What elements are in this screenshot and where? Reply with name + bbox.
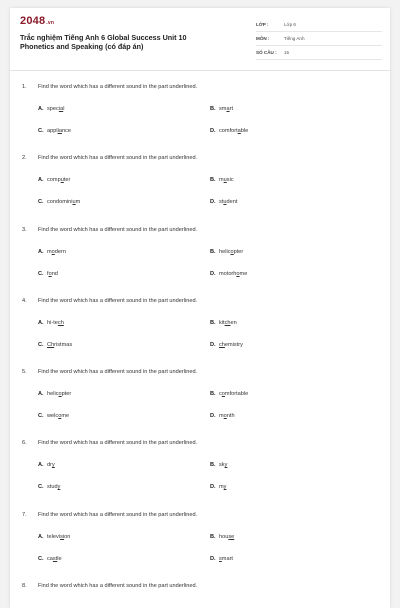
word-part: emistry — [224, 341, 243, 348]
answer-option[interactable] — [210, 249, 243, 255]
answer-option[interactable] — [38, 342, 72, 348]
document-header — [10, 8, 390, 71]
word-part: m — [75, 199, 81, 206]
option-letter: B. — [210, 319, 216, 326]
word-part: spec — [47, 106, 59, 112]
option-word — [47, 320, 64, 326]
answer-option[interactable] — [210, 177, 234, 183]
document-meta — [256, 18, 382, 60]
question-text: Find the word which has a different sound in the part underlined. — [38, 583, 198, 590]
word-part: welc — [47, 413, 59, 420]
option-word — [219, 556, 233, 562]
word-part: en — [230, 319, 237, 326]
question-prompt — [22, 84, 197, 90]
question-item — [10, 84, 390, 155]
answer-option[interactable] — [210, 106, 233, 112]
underlined-part: o — [223, 413, 227, 420]
answer-option[interactable] — [38, 462, 55, 468]
question-text: Find the word which has a different sound in the part underlined. — [38, 297, 198, 304]
logo-text: 2048 — [20, 15, 46, 27]
underlined-part: u — [223, 177, 227, 184]
word-part: pter — [61, 391, 72, 398]
underlined-part: y — [224, 462, 228, 469]
answer-option[interactable] — [38, 320, 64, 326]
option-word — [219, 342, 243, 348]
answer-option[interactable] — [210, 556, 233, 562]
answer-option[interactable] — [38, 271, 58, 277]
meta-label: MÔN : — [256, 36, 270, 41]
option-word — [219, 271, 247, 277]
question-item — [10, 440, 390, 511]
meta-label: LỚP : — [256, 22, 269, 27]
question-prompt — [22, 440, 197, 446]
option-word — [47, 556, 62, 562]
word-part: ca — [47, 555, 53, 562]
word-part: comp — [47, 177, 61, 184]
option-word — [47, 413, 69, 419]
answer-option[interactable] — [38, 249, 66, 255]
answer-option[interactable] — [210, 342, 243, 348]
option-word — [47, 271, 58, 277]
option-word — [47, 249, 66, 255]
answer-option[interactable] — [210, 320, 237, 326]
word-part: m — [219, 413, 224, 420]
underlined-part: o — [48, 270, 52, 277]
underlined-part: a — [237, 128, 241, 134]
option-word — [47, 106, 64, 112]
question-number: 5. — [22, 369, 27, 376]
option-word — [219, 199, 237, 205]
word-part: appl — [47, 128, 58, 134]
underlined-part: u — [72, 199, 76, 206]
underlined-part: u — [60, 177, 64, 184]
option-letter: D. — [210, 484, 216, 491]
word-part: le — [57, 555, 62, 562]
option-word — [47, 462, 55, 468]
word-part: sk — [219, 462, 225, 469]
meta-row-class — [256, 18, 382, 32]
option-word — [219, 320, 237, 326]
answer-option[interactable] — [38, 534, 70, 540]
word-part: mfortable — [224, 391, 249, 398]
word-part: sic — [226, 177, 234, 184]
question-list — [10, 84, 390, 608]
option-letter: C. — [38, 555, 44, 562]
answer-option[interactable] — [210, 534, 234, 540]
question-text: Find the word which has a different sound in the part underlined. — [38, 511, 198, 518]
answer-option[interactable] — [38, 413, 69, 419]
option-letter: A. — [38, 391, 44, 398]
underlined-part: Ch — [47, 341, 55, 348]
option-word — [219, 413, 235, 419]
question-number: 4. — [22, 297, 27, 304]
question-number: 6. — [22, 440, 27, 447]
answer-option[interactable] — [38, 128, 71, 134]
word-part: motorh — [219, 270, 237, 277]
answer-option[interactable] — [210, 199, 237, 205]
option-word — [219, 484, 226, 490]
underlined-part: o — [58, 391, 62, 398]
word-part: televi — [47, 533, 61, 540]
option-letter: A. — [38, 533, 44, 540]
word-part: comfort — [219, 128, 238, 134]
option-letter: D. — [210, 341, 216, 348]
underlined-part: u — [223, 199, 227, 206]
question-number: 2. — [22, 155, 27, 162]
word-part: dr — [47, 462, 52, 469]
question-text: Find the word which has a different sound in the part underlined. — [38, 84, 198, 90]
site-logo[interactable] — [20, 15, 54, 27]
option-letter: A. — [38, 248, 44, 255]
word-part: m — [47, 248, 52, 255]
option-letter: B. — [210, 462, 216, 469]
question-item — [10, 512, 390, 583]
question-prompt — [22, 155, 197, 161]
question-item — [10, 298, 390, 369]
answer-option[interactable] — [38, 106, 64, 112]
word-part: rt — [229, 106, 234, 112]
underlined-part: ch — [219, 341, 225, 348]
option-letter: C. — [38, 270, 44, 277]
word-part: helic — [47, 391, 59, 398]
word-part: st — [219, 199, 224, 206]
answer-option[interactable] — [38, 484, 60, 490]
answer-option[interactable] — [38, 391, 71, 397]
answer-option[interactable] — [38, 556, 62, 562]
underlined-part: y — [57, 484, 61, 491]
option-letter: B. — [210, 177, 216, 184]
word-part: hi-te — [47, 319, 58, 326]
answer-option[interactable] — [210, 462, 227, 468]
meta-value: Tiếng Anh — [284, 36, 305, 41]
option-word — [47, 534, 70, 540]
word-part: dent — [226, 199, 238, 206]
underlined-part: st — [52, 555, 58, 562]
word-part: nth — [226, 413, 235, 420]
option-letter: B. — [210, 533, 216, 540]
option-word — [219, 534, 234, 540]
question-prompt — [22, 512, 197, 518]
answer-option[interactable] — [38, 177, 70, 183]
question-item — [10, 583, 390, 608]
option-letter: C. — [38, 413, 44, 420]
underlined-part: ia — [57, 128, 62, 134]
word-part: hou — [219, 533, 229, 540]
question-text: Find the word which has a different sound in the part underlined. — [38, 226, 198, 233]
underlined-part: si — [60, 533, 65, 540]
word-part: dern — [54, 248, 66, 255]
option-word — [219, 391, 248, 397]
question-number: 3. — [22, 226, 27, 233]
answer-option[interactable] — [210, 391, 248, 397]
option-letter: D. — [210, 199, 216, 206]
option-word — [219, 128, 248, 134]
word-part: sm — [219, 106, 227, 112]
underlined-part: o — [221, 391, 225, 398]
option-letter: A. — [38, 319, 44, 326]
title-line-2: Phonetics and Speaking (có đáp án) — [20, 42, 144, 52]
document-title — [20, 33, 240, 52]
option-letter: B. — [210, 391, 216, 398]
word-part: pter — [233, 248, 244, 255]
option-letter: B. — [210, 106, 216, 112]
question-number: 7. — [22, 511, 27, 518]
option-word — [219, 462, 227, 468]
underlined-part: ch — [224, 319, 231, 326]
underlined-part: ia — [58, 106, 64, 112]
option-letter: C. — [38, 199, 44, 206]
option-letter: C. — [38, 484, 44, 491]
underlined-part: o — [51, 248, 55, 255]
question-prompt — [22, 369, 197, 375]
option-letter: D. — [210, 270, 216, 277]
meta-value: 15 — [284, 50, 290, 55]
word-part: ristmas — [54, 341, 73, 348]
title-line-1: Trắc nghiệm Tiếng Anh 6 Global Success Unit 10 — [20, 33, 187, 42]
option-word — [219, 177, 234, 183]
answer-option[interactable] — [210, 271, 247, 277]
option-word — [219, 106, 233, 112]
option-letter: C. — [38, 341, 44, 348]
meta-row-count — [256, 46, 382, 60]
question-item — [10, 155, 390, 226]
option-letter: A. — [38, 462, 44, 469]
word-part: kit — [219, 319, 225, 326]
word-part: condomini — [47, 199, 73, 206]
word-part: ter — [63, 177, 71, 184]
underlined-part: a — [226, 106, 230, 112]
word-part: m — [219, 484, 224, 491]
option-letter: C. — [38, 128, 44, 134]
meta-label: SỐ CÂU : — [256, 50, 277, 55]
question-text: Find the word which has a different sound in the part underlined. — [38, 440, 198, 447]
question-number: 1. — [22, 84, 27, 90]
underlined-part: o — [230, 248, 234, 255]
underlined-part: o — [236, 270, 240, 277]
word-part: ble — [240, 128, 249, 134]
word-part: nce — [61, 128, 71, 134]
meta-row-subject — [256, 32, 382, 46]
word-part: mart — [221, 555, 233, 562]
underlined-part: s — [219, 555, 222, 562]
question-text: Find the word which has a different sound in the part underlined. — [38, 155, 198, 162]
answer-option[interactable] — [210, 128, 248, 134]
option-letter: B. — [210, 248, 216, 255]
word-part: me — [61, 413, 70, 420]
question-number: 8. — [22, 583, 27, 590]
word-part: l — [63, 106, 65, 112]
underlined-part: ch — [57, 319, 64, 326]
question-prompt — [22, 227, 197, 233]
option-letter: D. — [210, 555, 216, 562]
logo-suffix: .vn — [46, 20, 55, 26]
question-prompt — [22, 298, 197, 304]
option-word — [47, 177, 70, 183]
word-part: helic — [219, 248, 231, 255]
option-letter: A. — [38, 177, 44, 184]
word-part: m — [219, 177, 224, 184]
meta-value: Lớp 6 — [284, 22, 296, 27]
option-word — [47, 484, 60, 490]
answer-option[interactable] — [210, 413, 235, 419]
underlined-part: y — [51, 462, 55, 469]
question-prompt — [22, 583, 197, 589]
underlined-part: y — [223, 484, 227, 491]
question-item — [10, 369, 390, 440]
option-letter: A. — [38, 106, 44, 112]
answer-option[interactable] — [210, 484, 226, 490]
option-word — [219, 249, 243, 255]
word-part: f — [47, 270, 49, 277]
option-letter: D. — [210, 413, 216, 420]
option-word — [47, 128, 71, 134]
answer-option[interactable] — [38, 199, 80, 205]
underlined-part: se — [228, 533, 235, 540]
question-text: Find the word which has a different sound in the part underlined. — [38, 369, 198, 376]
word-part: on — [64, 533, 71, 540]
question-item — [10, 227, 390, 298]
option-letter: D. — [210, 128, 216, 134]
option-word — [47, 391, 71, 397]
option-word — [47, 342, 72, 348]
word-part: stud — [47, 484, 58, 491]
document-page — [10, 8, 390, 608]
word-part: nd — [51, 270, 58, 277]
word-part: me — [239, 270, 248, 277]
word-part: c — [219, 391, 222, 398]
option-word — [47, 199, 80, 205]
underlined-part: o — [58, 413, 62, 420]
